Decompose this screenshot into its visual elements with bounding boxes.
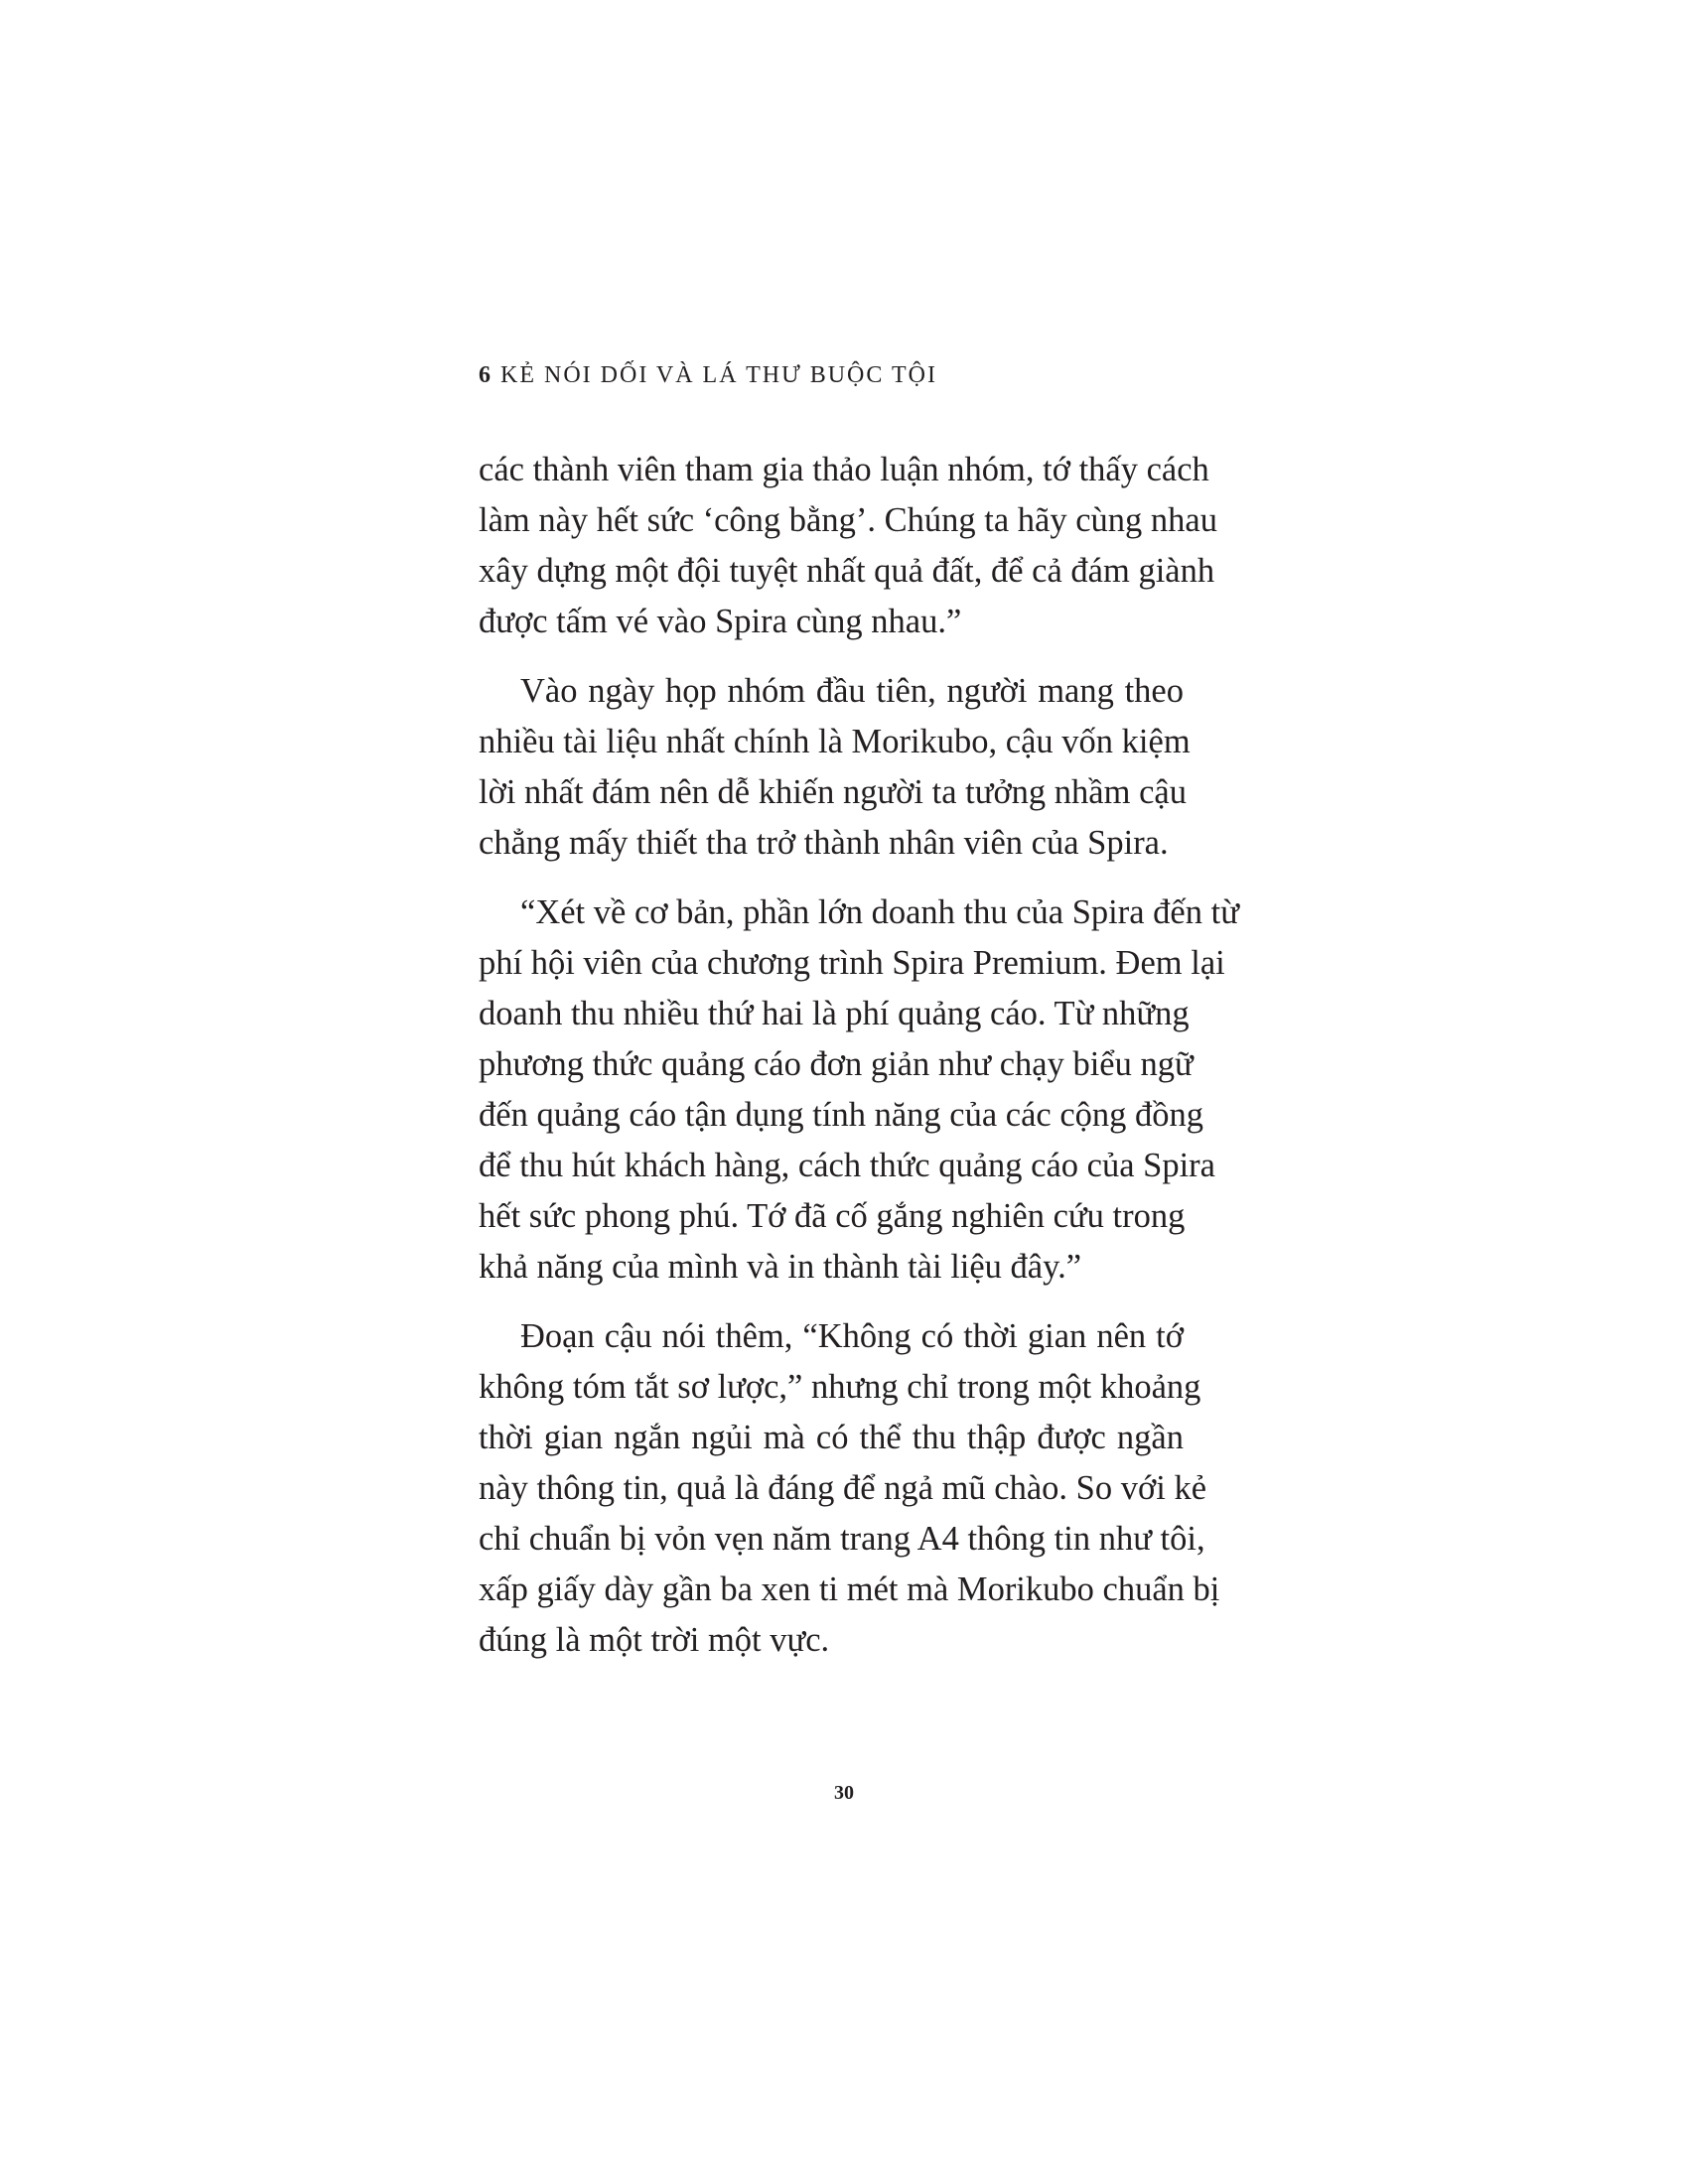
text-line: nhiều tài liệu nhất chính là Morikubo, cậu vốn kiệm — [479, 723, 1191, 760]
chapter-title: KẺ NÓI DỐI VÀ LÁ THƯ BUỘC TỘI — [500, 362, 937, 388]
text-line: chẳng mấy thiết tha trở thành nhân viên của Spira. — [479, 824, 1169, 862]
text-line: phương thức quảng cáo đơn giản như chạy biểu ngữ — [479, 1045, 1194, 1083]
text-line: doanh thu nhiều thứ hai là phí quảng cáo. Từ những — [479, 995, 1190, 1032]
running-head — [479, 362, 937, 389]
paragraph-2 — [479, 666, 1191, 869]
text-line: đúng là một trời một vực. — [479, 1621, 830, 1659]
text-line: để thu hút khách hàng, cách thức quảng cáo của Spira — [479, 1147, 1215, 1184]
text-line: đến quảng cáo tận dụng tính năng của các cộng đồng — [479, 1096, 1204, 1134]
text-line: khả năng của mình và in thành tài liệu đây.” — [479, 1248, 1082, 1286]
paragraph-1 — [479, 445, 1217, 647]
text-line: hết sức phong phú. Tớ đã cố gắng nghiên cứu trong — [479, 1197, 1186, 1235]
text-line: xây dựng một đội tuyệt nhất quả đất, để cả đám giành — [479, 552, 1215, 590]
text-line: “Xét về cơ bản, phần lớn doanh thu của Spira đến từ — [520, 893, 1239, 931]
text-line: xấp giấy dày gần ba xen ti mét mà Morikubo chuẩn bị — [479, 1570, 1220, 1608]
body-text — [479, 445, 1239, 1685]
text-line: làm này hết sức ‘công bằng’. Chúng ta hãy cùng nhau — [479, 501, 1217, 539]
text-line: không tóm tắt sơ lược,” nhưng chỉ trong một khoảng — [479, 1368, 1201, 1406]
text-line: phí hội viên của chương trình Spira Premium. Đem lại — [479, 944, 1225, 982]
text-line: này thông tin, quả là đáng để ngả mũ chào. So với kẻ — [479, 1469, 1207, 1507]
text-line: Vào ngày họp nhóm đầu tiên, người mang theo — [520, 672, 1184, 710]
text-line: các thành viên tham gia thảo luận nhóm, tớ thấy cách — [479, 451, 1209, 488]
page-number: 30 — [834, 1782, 854, 1804]
paragraph-3 — [479, 887, 1239, 1293]
text-line: được tấm vé vào Spira cùng nhau.” — [479, 603, 962, 640]
text-line: chỉ chuẩn bị vỏn vẹn năm trang A4 thông tin như tôi, — [479, 1520, 1205, 1558]
text-line: lời nhất đám nên dễ khiến người ta tưởng nhầm cậu — [479, 773, 1187, 811]
chapter-number: 6 — [479, 362, 492, 388]
text-line: thời gian ngắn ngủi mà có thể thu thập được ngần — [479, 1419, 1184, 1456]
paragraph-4 — [479, 1311, 1220, 1666]
text-line: Đoạn cậu nói thêm, “Không có thời gian nên tớ — [520, 1317, 1184, 1355]
